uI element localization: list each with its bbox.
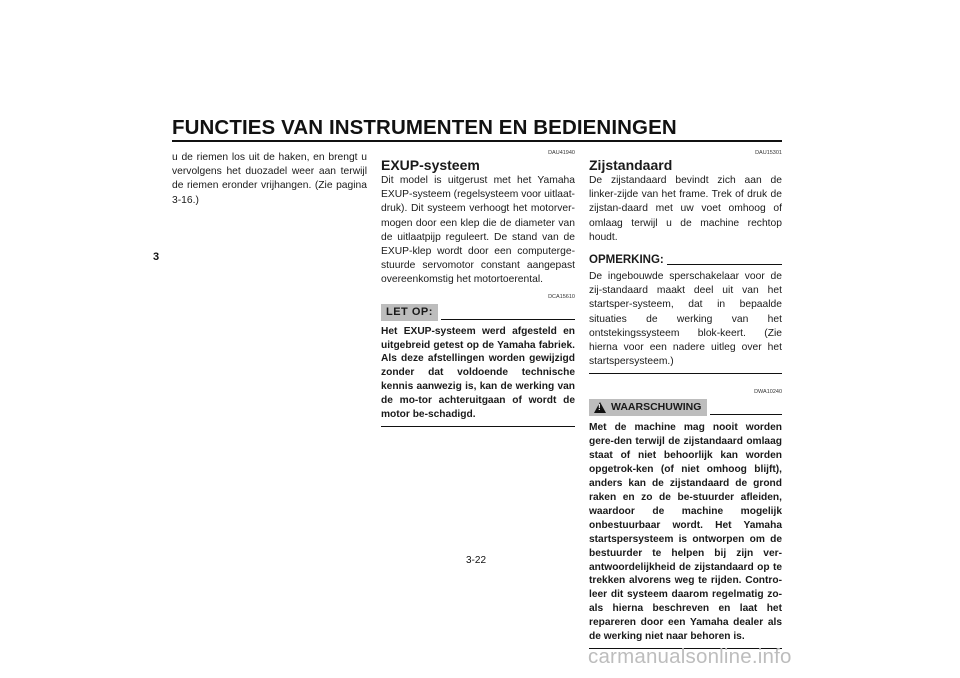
note-rule xyxy=(667,264,782,265)
section-code: DAU15301 xyxy=(755,150,782,156)
continued-paragraph: u de riemen los uit de haken, en brengt u vervolgens het duozadel weer aan terwijl de riemen eronder vrijhangen. (Zie pagina 3-16.) xyxy=(172,152,367,206)
warning-body xyxy=(589,421,782,644)
note-label: OPMERKING: xyxy=(589,254,664,267)
exup-paragraph: Dit model is uitgerust met het Yamaha EXUP-systeem (regelsysteem voor uitlaat-druk). Dit systeem verhoogt het motorver-mogen door een klep die de diameter van de uitlaatpijp reguleert. De stand van de EXUP-klep wordt door een computerge-stuurde servomotor constant aangepast overeenkomstig het motortoerental. xyxy=(381,175,575,286)
warning-badge xyxy=(589,399,707,416)
caution-rule xyxy=(441,319,575,320)
warning-rule xyxy=(710,414,782,415)
caution-code: DCA15610 xyxy=(548,293,575,300)
watermark-text: carmanualsonline.info xyxy=(588,645,792,668)
section-title-exup: EXUP-systeem xyxy=(381,157,480,173)
page-title: FUNCTIES VAN INSTRUMENTEN EN BEDIENINGEN xyxy=(172,116,677,139)
warning-code: DWA10240 xyxy=(754,389,782,396)
section-code: DAU41940 xyxy=(548,150,575,156)
warning-triangle-icon xyxy=(594,402,606,413)
column-1 xyxy=(172,151,367,208)
note-text: De ingebouwde sperschakelaar voor de zij-standaard maakt deel uit van het startsper-systeem, dat in bepaalde situaties de werking van het ontstekingssysteem blok-keert. (Zie hierna voor een nadere uitleg over het startspersysteem.) xyxy=(589,271,782,368)
caution-heading xyxy=(381,304,575,321)
caution-text: Het EXUP-systeem werd afgesteld en uitgebreid getest op de Yamaha fabriek. Als deze afstellingen worden gewijzigd zonder dat voldoende technische kennis aanwezig is, kan de werking van de mo-tor achteruitgaan of wordt de motor be-schadigd. xyxy=(381,325,575,421)
title-rule xyxy=(172,140,782,142)
column-3 xyxy=(589,150,782,649)
caution-end-rule xyxy=(381,426,575,427)
note-heading xyxy=(589,254,782,267)
warning-text: Met de machine mag nooit worden gere-den terwijl de zijstandaard omlaag staat of niet behoorlijk kan worden opgetrok-ken (of niet omhoog blijft), anders kan de zijstandaard de grond raken en zo de be-stuurder afleiden, waardoor de machine mogelijk onbestuurbaar wordt. Het Yamaha startspersysteem is ontworpen om de bestuurder te helpen bij zijn ver-antwoordelijkheid de zijstandaard op te trekken alvorens weg te rijden. Contro-leer dit systeem daarom regelmatig zo-als hierna beschreven en laat het repareren door een Yamaha dealer als de werking niet naar behoren is. xyxy=(589,422,782,643)
warning-heading xyxy=(589,399,782,416)
section-title-zijstandaard: Zijstandaard xyxy=(589,157,673,173)
column-2 xyxy=(381,150,575,427)
page-number: 3-22 xyxy=(466,555,487,566)
warning-label: WAARSCHUWING xyxy=(611,401,702,414)
caution-label: LET OP: xyxy=(381,304,438,321)
caution-body xyxy=(381,325,575,422)
zijstandaard-paragraph: De zijstandaard bevindt zich aan de linker-zijde van het frame. Trek of druk de zijstan-daard met uw voet omhoog of omlaag terwijl u de machine rechtop houdt. xyxy=(589,175,782,243)
note-end-rule xyxy=(589,373,782,374)
chapter-tab: 3 xyxy=(152,251,160,263)
